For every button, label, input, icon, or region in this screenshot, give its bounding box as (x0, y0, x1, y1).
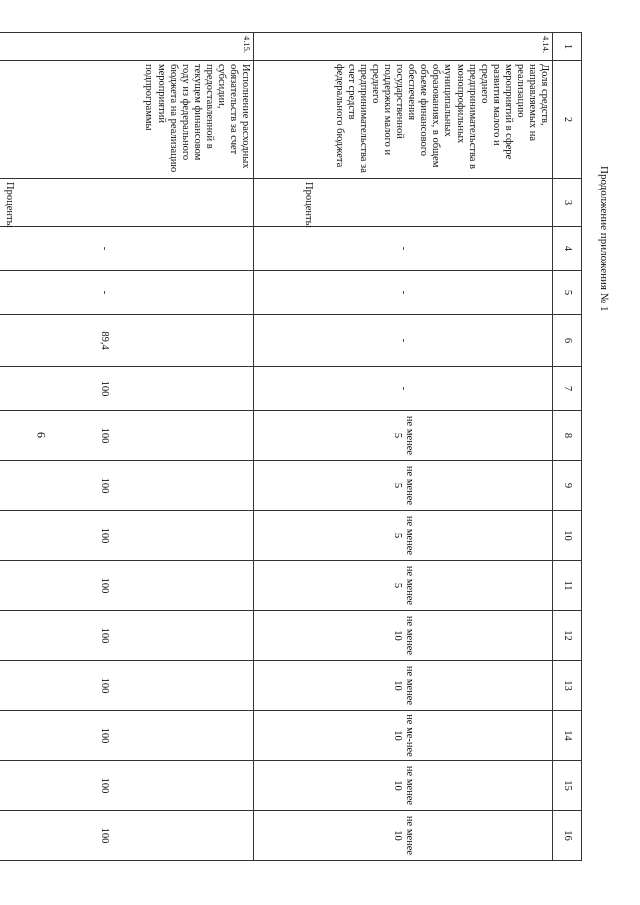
value-cell: 100 (0, 511, 254, 561)
value-cell: не менее 5 (254, 461, 553, 511)
header-row (553, 33, 582, 861)
column-header: 1 (553, 33, 582, 61)
row-id: 4.15. (0, 33, 254, 61)
value-cell: - (254, 227, 553, 271)
row-id: 4.14. (254, 33, 553, 61)
table-row (254, 33, 553, 861)
continuation-label: Продолжение приложения № 1 (598, 166, 610, 312)
value-cell: не менее 10 (254, 811, 553, 861)
value-cell: не ме-нее 10 (254, 711, 553, 761)
indicators-table (4, 32, 582, 860)
value-cell: 100 (0, 661, 254, 711)
unit-cell: Проценты (0, 179, 254, 227)
value-cell: 100 (0, 367, 254, 411)
value-cell: не менее 5 (254, 511, 553, 561)
indicator-name: Исполнение расходных обязательств за счет субсидии, предоставленной в текущем финансовом году из федерального бюджета на реализацию мероприятий подпрограммы (0, 61, 254, 179)
table-row (0, 33, 254, 861)
column-header: 9 (553, 461, 582, 511)
value-cell: 100 (0, 561, 254, 611)
value-cell: - (0, 271, 254, 315)
column-header: 16 (553, 811, 582, 861)
column-header: 3 (553, 179, 582, 227)
unit-cell: Проценты (254, 179, 553, 227)
page-number: 9 (34, 432, 48, 438)
column-header: 4 (553, 227, 582, 271)
value-cell: не менее 10 (254, 611, 553, 661)
value-cell: 100 (0, 811, 254, 861)
column-header: 13 (553, 661, 582, 711)
value-cell: - (0, 227, 254, 271)
value-cell: не менее 10 (254, 661, 553, 711)
column-header: 10 (553, 511, 582, 561)
value-cell: не менее 5 (254, 561, 553, 611)
column-header: 12 (553, 611, 582, 661)
column-header: 15 (553, 761, 582, 811)
value-cell: 100 (0, 411, 254, 461)
column-header: 5 (553, 271, 582, 315)
column-header: 6 (553, 315, 582, 367)
column-header: 2 (553, 61, 582, 179)
value-cell: 100 (0, 711, 254, 761)
column-header: 11 (553, 561, 582, 611)
indicator-name: Доля средств, направляемых на реализацию мероприятий в сфере развития малого и среднего предпринимательства в монопрофильных муниципальных образованиях, в общем объеме финансового обеспечения государственной поддержки малого и среднего предпринимательства за счет средств федерального бюджета (254, 61, 553, 179)
column-header: 7 (553, 367, 582, 411)
value-cell: - (254, 367, 553, 411)
value-cell: не менее 5 (254, 411, 553, 461)
value-cell: - (254, 315, 553, 367)
value-cell: 100 (0, 461, 254, 511)
value-cell: 89,4 (0, 315, 254, 367)
value-cell: не менее 10 (254, 761, 553, 811)
value-cell: 100 (0, 611, 254, 661)
column-header: 14 (553, 711, 582, 761)
value-cell: 100 (0, 761, 254, 811)
column-header: 8 (553, 411, 582, 461)
value-cell: - (254, 271, 553, 315)
